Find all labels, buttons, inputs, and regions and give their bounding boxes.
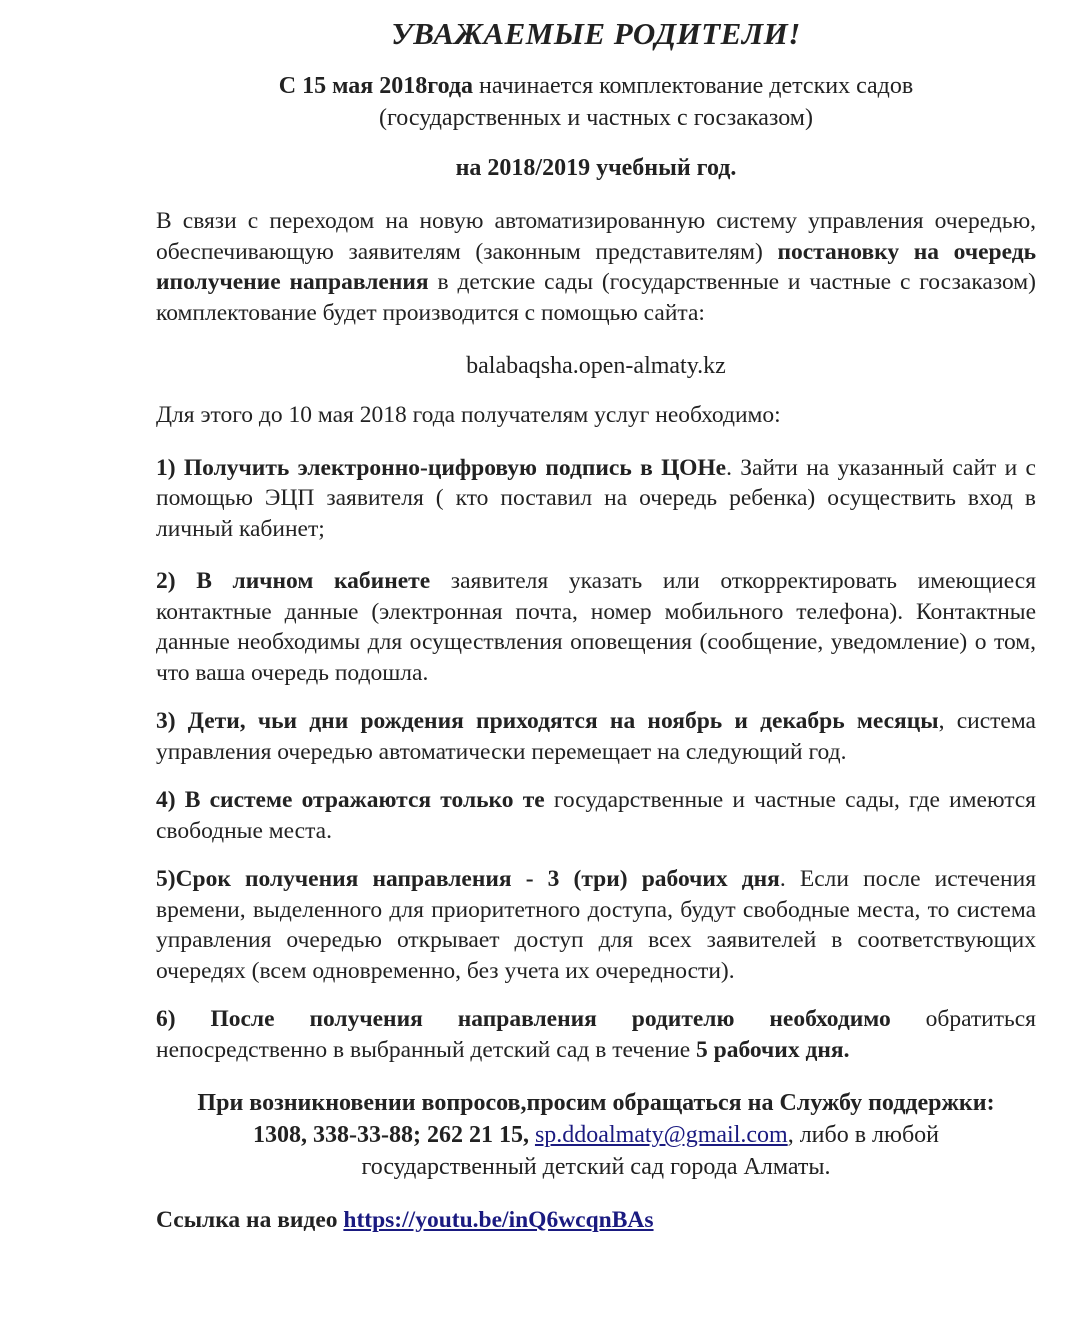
list-item-3-text: , система управления очередью автоматически перемещает на следующий год.	[156, 708, 1036, 765]
list-item-1	[156, 453, 1036, 545]
lead-text: Для этого до 10 мая 2018 года получателям услуг необходимо:	[156, 402, 781, 428]
intro-line-1	[156, 70, 1036, 102]
list-item-4-text: государственные и частные сады, где имеются свободные места.	[156, 787, 1036, 844]
support-heading	[156, 1087, 1036, 1119]
site-address: balabaqsha.open-almaty.kz	[466, 353, 726, 379]
video-label: Ссылка на видео	[156, 1207, 344, 1233]
list-item-1-bold: 1) Получить электронно-цифровую подпись в ЦОНе	[156, 454, 727, 481]
list-item-6-bold: 6) После получения направления родителю необходимо	[156, 1006, 891, 1032]
support-kindergarten: государственный детский сад города Алматы.	[361, 1154, 831, 1180]
support-phones: 1308, 338-33-88; 262 21 15,	[252, 1122, 535, 1148]
intro-line-2: (государственных и частных с госзаказом)	[379, 105, 813, 131]
list-item-5	[156, 864, 1036, 986]
intro-text: начинается комплектование детских садов	[473, 73, 914, 99]
paragraph-system-end: в детские сады (государственные и частные с госзаказом) комплектование будет производится с помощью сайта:	[156, 269, 1036, 326]
intro-date: С 15 мая 2018года	[278, 73, 474, 99]
paragraph-system-bold: постановку на очередь иполучение направления	[156, 238, 1037, 295]
list-item-6-text: обратиться непосредственно в выбранный детский сад в течение	[156, 1006, 1036, 1063]
list-item-6-bold-end: 5 рабочих дня.	[696, 1036, 850, 1063]
list-item-3-bold: 3) Дети, чьи дни рождения приходятся на ноябрь и декабрь месяцы	[156, 708, 939, 734]
list-item-4	[156, 785, 1036, 846]
paragraph-system-start: В связи с переходом на новую автоматизированную систему управления очередью, обеспечивающую заявителям (законным представителям)	[156, 208, 1036, 265]
list-item-4-bold: 4) В системе отражаются только те	[156, 787, 545, 813]
list-item-2	[156, 566, 1036, 688]
list-item-5-text: . Если после истечения времени, выделенного для приоритетного доступа, будут свободные места, то система управления очередью открывает доступ для всех заявителей в соответствующих очередях (всем одновременно, без учета их очередности).	[156, 866, 1037, 984]
video-link[interactable]: https://youtu.be/inQ6wcqnBAs	[343, 1207, 654, 1233]
list-item-1-text: . Зайти на указанный сайт и с помощью ЭЦП заявителя ( кто поставил на очередь ребенка) осуществить вход в личный кабинет;	[156, 454, 1036, 542]
support-email-link[interactable]: sp.ddoalmaty@gmail.com	[534, 1122, 788, 1148]
notice-document	[156, 16, 1036, 1236]
school-year	[156, 152, 1036, 184]
list-item-6	[156, 1004, 1036, 1065]
support-heading-text: При возникновении вопросов,просим обращаться на Службу поддержки:	[197, 1090, 995, 1116]
list-item-2-bold: 2) В личном кабинете	[156, 568, 431, 594]
list-item-3	[156, 706, 1036, 767]
list-item-5-bold: 5)Срок получения направления - 3 (три) рабочих дня	[156, 866, 780, 892]
support-email-after: , либо в любой	[787, 1122, 940, 1148]
support-contacts	[156, 1119, 1036, 1151]
video-line	[156, 1205, 1036, 1236]
document-title: УВАЖАЕМЫЕ РОДИТЕЛИ!	[391, 16, 801, 51]
paragraph-system	[156, 206, 1036, 328]
list-item-2-text: заявителя указать или откорректировать имеющиеся контактные данные (электронная почта, номер мобильного телефона). Контактные данные необходимы для осуществления оповещения (сообщение, уведомление) о том, что ваша очередь подошла.	[156, 568, 1036, 686]
school-year-text: на 2018/2019 учебный год.	[455, 155, 737, 181]
